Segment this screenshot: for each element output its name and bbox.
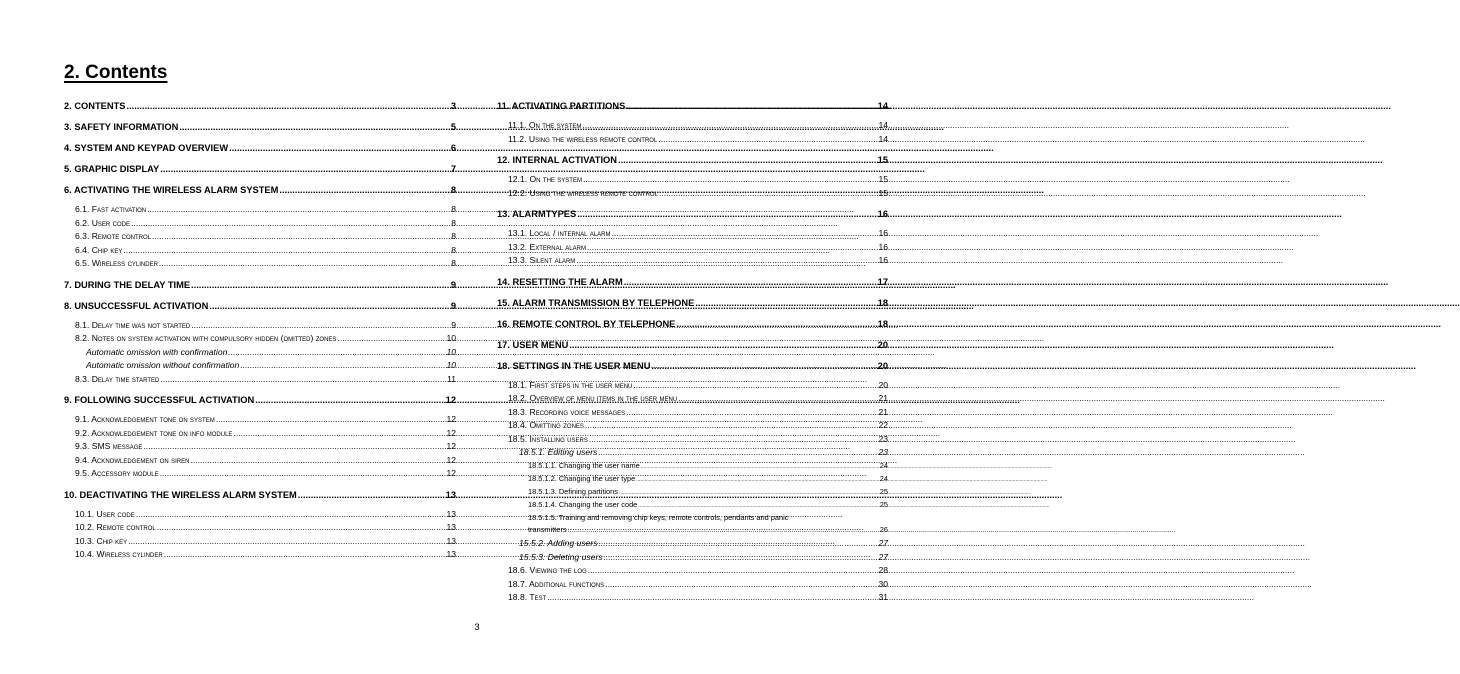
- toc-entry-page: 5: [450, 122, 456, 132]
- toc-entry-label: 13.3. Silent alarm: [508, 255, 576, 265]
- toc-subsection-entry[interactable]: [64, 245, 456, 259]
- dot-leader: [147, 204, 449, 214]
- dot-leader: [577, 209, 875, 219]
- toc-entry-label: 8.3. Delay time started: [75, 373, 160, 384]
- toc-subsection-entry[interactable]: [64, 333, 456, 347]
- toc-entry-label: 5. GRAPHIC DISPLAY: [64, 164, 160, 174]
- toc-entry-page: 21: [878, 393, 888, 403]
- toc-entry-page: 3: [450, 101, 456, 111]
- toc-entry-label: 13. ALARMTYPES: [497, 209, 577, 219]
- toc-entry-page: 31: [878, 592, 888, 603]
- toc-entry-label-continued: transmitters: [528, 525, 567, 535]
- toc-entry-label: 18.8. Test: [508, 592, 547, 603]
- toc-entry-page: 14: [878, 133, 888, 144]
- dot-leader: [216, 414, 445, 424]
- toc-entry-label: 10.3. Chip key: [75, 535, 128, 546]
- toc-entry-page: 7: [450, 164, 456, 174]
- toc-section-entry[interactable]: [497, 361, 888, 374]
- toc-entry-label: 10.1. User code: [75, 508, 135, 519]
- dot-leader: [159, 258, 449, 268]
- dot-leader: [337, 333, 444, 343]
- toc-entry-page: 23: [878, 433, 888, 444]
- toc-entry-page: 27: [878, 551, 888, 562]
- toc-entry-page: 12: [446, 468, 456, 478]
- toc-subsection-entry[interactable]: [64, 522, 456, 536]
- toc-entry-label: 6.3. Remote control: [75, 231, 151, 241]
- toc-entry-label: 18.6. Viewing the log: [508, 565, 587, 576]
- toc-entry-label: 18.4. Omitting zones: [508, 420, 584, 430]
- dot-leader: [651, 361, 875, 371]
- toc-entry-label: 9.4. Acknowledgement on siren: [75, 454, 190, 465]
- toc-subsection-entry[interactable]: [497, 500, 888, 513]
- toc-entry-page: 12: [446, 454, 456, 465]
- dot-leader: [604, 552, 877, 562]
- toc-entry-label: 12. INTERNAL ACTIVATION: [497, 155, 618, 165]
- toc-entry-page: 15: [878, 187, 888, 198]
- toc-entry-label: 6.1. Fast activation: [75, 204, 147, 214]
- toc-entry-page: 8: [451, 217, 456, 228]
- toc-subsection-entry[interactable]: [497, 174, 888, 188]
- toc-section-entry[interactable]: [64, 395, 456, 408]
- toc-entry-page: 13: [446, 508, 456, 519]
- toc-subsection-entry[interactable]: [497, 393, 888, 407]
- toc-entry-page: 8: [450, 185, 456, 195]
- dot-leader: [638, 500, 877, 509]
- toc-subsection-entry[interactable]: [64, 218, 456, 232]
- toc-left-column: [64, 100, 456, 563]
- dot-leader: [612, 228, 877, 238]
- toc-subsection-entry[interactable]: [64, 374, 456, 388]
- toc-subsection-entry[interactable]: [64, 441, 456, 455]
- toc-subsection-entry[interactable]: [64, 204, 456, 218]
- dot-leader: [160, 374, 445, 384]
- toc-entry-label: 18.1. First steps in the user menu: [508, 379, 633, 390]
- toc-entry-page: 22: [878, 420, 888, 430]
- toc-entry-page: 25: [879, 500, 888, 510]
- toc-entry-page: 12: [446, 427, 456, 438]
- toc-subsection-entry[interactable]: [497, 134, 888, 148]
- toc-section-entry[interactable]: [497, 209, 888, 222]
- toc-entry-label: 15.5.2. Adding users: [519, 538, 598, 549]
- dot-leader: [298, 490, 444, 500]
- toc-section-entry[interactable]: [64, 301, 456, 314]
- dot-leader: [618, 155, 876, 165]
- toc-entry[interactable]: [497, 513, 888, 538]
- toc-entry-page: 16: [878, 228, 888, 238]
- dot-leader: [191, 280, 449, 290]
- dot-leader: [641, 461, 878, 470]
- toc-subsection-entry[interactable]: [497, 474, 888, 487]
- toc-section-entry[interactable]: [64, 101, 456, 114]
- toc-section-entry[interactable]: [497, 155, 888, 168]
- toc-entry-label: 8. UNSUCCESSFUL ACTIVATION: [64, 300, 209, 311]
- toc-entry-label: 10. DEACTIVATING THE WIRELESS ALARM SYSTEM: [64, 489, 297, 500]
- dot-leader: [179, 122, 449, 132]
- toc-entry-page: 23: [878, 447, 888, 457]
- toc-entry-label: 18.2. Overview of menu items in the user menu: [508, 393, 678, 403]
- dot-leader: [131, 218, 449, 228]
- toc-entry-label: Automatic omission with confirmation: [86, 346, 228, 357]
- toc-entry-page: 10: [446, 333, 456, 343]
- toc-subsection-entry[interactable]: [64, 428, 456, 442]
- toc-entry-page: 12: [445, 395, 456, 405]
- toc-entry-page: 9: [451, 319, 456, 330]
- toc-entry-label: 17. USER MENU: [497, 339, 569, 350]
- dot-leader: [633, 380, 876, 390]
- dot-leader: [228, 347, 444, 357]
- toc-subsection-entry[interactable]: [497, 461, 888, 474]
- toc-entry-page: 10: [446, 360, 456, 370]
- toc-subsection-entry[interactable]: [497, 592, 888, 606]
- dot-leader: [605, 579, 876, 589]
- toc-entry-page: 13: [446, 549, 456, 559]
- dot-leader: [658, 134, 876, 144]
- toc-entry-page: 27: [878, 538, 888, 549]
- toc-entry-label: 18.5. Installing users: [508, 433, 588, 444]
- dot-leader: [229, 143, 449, 153]
- dot-leader: [279, 185, 448, 195]
- dot-leader: [659, 188, 877, 198]
- toc-entry-page: 9: [450, 279, 456, 290]
- dot-leader: [547, 592, 876, 602]
- toc-subsection-entry[interactable]: [497, 407, 888, 421]
- toc-section-entry[interactable]: [497, 319, 888, 332]
- toc-subsection-entry[interactable]: [64, 536, 456, 550]
- toc-entry-page: 10: [446, 346, 456, 357]
- dot-leader: [626, 407, 876, 417]
- toc-subsection-entry[interactable]: [64, 549, 456, 563]
- toc-entry-label: 18.3. Recording voice messages: [508, 406, 626, 417]
- toc-entry-label: 18.5.1.4. Changing the user code: [528, 500, 638, 510]
- dot-leader: [255, 395, 443, 405]
- toc-entry-label: 14. RESETTING THE ALARM: [497, 276, 623, 287]
- toc-entry-page: 28: [878, 565, 888, 576]
- toc-entry-page: 18: [877, 297, 888, 308]
- toc-entry-label: 9.1. Acknowledgement tone on system: [75, 414, 215, 424]
- toc-entry-page: 21: [878, 406, 888, 417]
- toc-entry-label: 6.4. Chip key: [75, 244, 123, 255]
- dot-leader: [678, 393, 876, 403]
- toc-entry-label: 8.1. Delay time was not started: [75, 319, 191, 330]
- dot-leader: [619, 487, 878, 496]
- toc-entry-label: 8.2. Notes on system activation with compulsory hidden (omitted) zones: [75, 333, 337, 343]
- dot-leader: [588, 565, 877, 575]
- dot-leader: [123, 245, 449, 255]
- toc-entry-label: 12.2. Using the wireless remote control: [508, 187, 658, 198]
- toc-entry-page: 8: [451, 231, 456, 241]
- dot-leader: [568, 525, 878, 534]
- toc-entry-label: 11. ACTIVATING PARTITIONS: [497, 101, 626, 111]
- toc-entry-page: 8: [451, 258, 456, 268]
- dot-leader: [126, 101, 448, 111]
- toc-entry-page: 20: [877, 360, 888, 371]
- toc-entry-label: 10.4. Wireless cylinder: [75, 549, 163, 559]
- toc-entry-label: 6.2. User code: [75, 217, 130, 228]
- toc-entry-page: 11: [447, 373, 456, 384]
- toc-subsection-entry[interactable]: [497, 447, 888, 461]
- toc-subsection-entry[interactable]: [64, 509, 456, 523]
- toc-entry-label: 15. ALARM TRANSMISSION BY TELEPHONE: [497, 297, 695, 308]
- toc-entry-label: 10.2. Remote control: [75, 522, 156, 532]
- toc-subsection-entry[interactable]: [64, 347, 456, 361]
- dot-leader: [676, 319, 875, 329]
- dot-leader: [233, 428, 444, 438]
- toc-entry-page: 18: [877, 318, 888, 329]
- toc-subsection-entry[interactable]: [64, 414, 456, 428]
- toc-entry-page: 24: [879, 473, 888, 483]
- toc-entry-page: 26: [879, 525, 888, 535]
- toc-subsection-entry[interactable]: [497, 565, 888, 579]
- toc-entry-label: 18.5.1.1. Changing the user name: [528, 460, 640, 470]
- dot-leader: [190, 455, 444, 465]
- dot-leader: [582, 120, 876, 130]
- toc-entry-page: 8: [451, 244, 456, 255]
- toc-entry-label: 4. SYSTEM AND KEYPAD OVERVIEW: [64, 143, 229, 153]
- toc-section-entry[interactable]: [64, 143, 456, 156]
- dot-leader: [164, 549, 445, 559]
- toc-entry-page: 6: [450, 143, 456, 153]
- toc-entry-label: 9.2. Acknowledgement tone on info module: [75, 427, 233, 438]
- toc-entry-label: 18. SETTINGS IN THE USER MENU: [497, 360, 651, 371]
- toc-entry-page: 24: [879, 460, 888, 470]
- toc-entry-label: 6. ACTIVATING THE WIRELESS ALARM SYSTEM: [64, 185, 279, 195]
- toc-entry-page: 13: [446, 522, 456, 532]
- toc-subsection-entry[interactable]: [64, 231, 456, 245]
- toc-entry-page: 12: [446, 441, 456, 451]
- toc-section-entry[interactable]: [64, 490, 456, 503]
- dot-leader: [152, 231, 449, 241]
- toc-subsection-entry[interactable]: [497, 255, 888, 269]
- toc-subsection-entry[interactable]: [497, 538, 888, 552]
- toc-section-entry[interactable]: [64, 185, 456, 198]
- toc-entry-page: 13: [445, 489, 456, 500]
- dot-leader: [583, 174, 876, 184]
- toc-entry-label: 11.2. Using the wireless remote control: [508, 133, 658, 144]
- toc-entry-page: 15: [877, 155, 888, 165]
- toc-subsection-entry[interactable]: [497, 242, 888, 256]
- toc-entry-label: 18.5.1.2. Changing the user type: [528, 473, 636, 483]
- dot-leader: [695, 298, 875, 308]
- toc-entry-page: 14: [877, 101, 888, 111]
- toc-subsection-entry[interactable]: [64, 468, 456, 482]
- toc-subsection-entry[interactable]: [64, 258, 456, 272]
- dot-leader: [587, 242, 876, 252]
- toc-entry-page: 9: [450, 300, 456, 311]
- toc-entry-page: 16: [878, 255, 888, 265]
- page-title: 2. Contents: [64, 62, 168, 83]
- toc-section-entry[interactable]: [64, 164, 456, 177]
- toc-entry-label: 18.5.1.5. Training and removing chip keys, remote controls, pendants and panic: [528, 513, 789, 523]
- toc-subsection-entry[interactable]: [497, 434, 888, 448]
- toc-entry-page: 8: [451, 204, 456, 214]
- toc-subsection-entry[interactable]: [497, 120, 888, 134]
- toc-entry-label: 9.5. Accessory module: [75, 468, 159, 478]
- toc-subsection-entry[interactable]: [64, 455, 456, 469]
- dot-leader: [589, 434, 877, 444]
- toc-entry-page: 17: [877, 276, 888, 287]
- toc-entry-label: 2. CONTENTS: [64, 101, 126, 111]
- toc-entry-page: 12: [446, 414, 456, 424]
- toc-subsection-entry[interactable]: [497, 420, 888, 434]
- toc-entry-label: 3. SAFETY INFORMATION: [64, 122, 179, 132]
- toc-entry-label: 11.1. On the system: [508, 120, 582, 130]
- toc-section-entry[interactable]: [64, 280, 456, 293]
- dot-leader: [636, 474, 878, 483]
- dot-leader: [576, 255, 876, 265]
- toc-entry-label: Automatic omission without confirmation: [86, 360, 240, 370]
- toc-subsection-entry[interactable]: [497, 188, 888, 202]
- dot-leader: [569, 340, 875, 350]
- toc-entry-label: 18.5.1.3. Defining partitions: [528, 486, 618, 496]
- dot-leader: [191, 320, 449, 330]
- dot-leader: [143, 441, 444, 451]
- toc-entry-label: 18.7. Additional functions: [508, 578, 605, 589]
- toc-right-column: [497, 100, 888, 606]
- toc-entry-label: 15.5.3. Deleting users: [519, 551, 603, 562]
- dot-leader: [624, 277, 876, 287]
- toc-entry-page: 20: [878, 379, 888, 390]
- toc-entry-page: 30: [878, 578, 888, 589]
- toc-entry-page: 14: [878, 120, 888, 130]
- dot-leader: [128, 536, 444, 546]
- toc-entry-label: 12.1. On the system: [508, 174, 582, 184]
- toc-section-entry[interactable]: [497, 101, 888, 114]
- toc-section-entry[interactable]: [497, 298, 888, 311]
- dot-leader: [157, 522, 445, 532]
- toc-entry-page: 20: [877, 339, 888, 350]
- toc-subsection-entry[interactable]: [497, 579, 888, 593]
- toc-entry-page: 16: [878, 241, 888, 252]
- toc-subsection-entry[interactable]: [497, 487, 888, 500]
- toc-subsection-entry[interactable]: [497, 552, 888, 566]
- dot-leader: [585, 420, 877, 430]
- toc-section-entry[interactable]: [64, 122, 456, 135]
- dot-leader: [598, 447, 876, 457]
- toc-entry-page: 15: [878, 174, 888, 184]
- toc-section-entry[interactable]: [497, 340, 888, 353]
- toc-entry-label: 9. FOLLOWING SUCCESSFUL ACTIVATION: [64, 395, 255, 405]
- toc-entry-label: 16. REMOTE CONTROL BY TELEPHONE: [497, 318, 676, 329]
- dot-leader: [599, 538, 877, 548]
- toc-entry-page: 25: [879, 486, 888, 496]
- toc-entry-label: 6.5. Wireless cylinder: [75, 258, 158, 268]
- toc-entry-label: 13.2. External alarm: [508, 241, 586, 252]
- dot-leader: [160, 164, 449, 174]
- toc-entry-label: 7. DURING THE DELAY TIME: [64, 279, 191, 290]
- page-number: 3: [474, 622, 480, 633]
- toc-subsection-entry[interactable]: [497, 380, 888, 394]
- dot-leader: [240, 360, 444, 370]
- toc-entry-label: 9.3. SMS message: [75, 441, 143, 451]
- dot-leader: [209, 301, 449, 311]
- toc-entry-label: 13.1. Local / internal alarm: [508, 228, 611, 238]
- dot-leader: [136, 509, 445, 519]
- toc-subsection-entry[interactable]: [64, 360, 456, 374]
- dot-leader: [160, 468, 445, 478]
- toc-entry-page: 16: [877, 209, 888, 219]
- toc-subsection-entry[interactable]: [497, 228, 888, 242]
- dot-leader: [626, 101, 875, 111]
- toc-subsection-entry[interactable]: [64, 320, 456, 334]
- toc-entry-page: 13: [446, 535, 456, 546]
- toc-section-entry[interactable]: [497, 277, 888, 290]
- toc-entry-label: 18.5.1. Editing users: [519, 447, 598, 457]
